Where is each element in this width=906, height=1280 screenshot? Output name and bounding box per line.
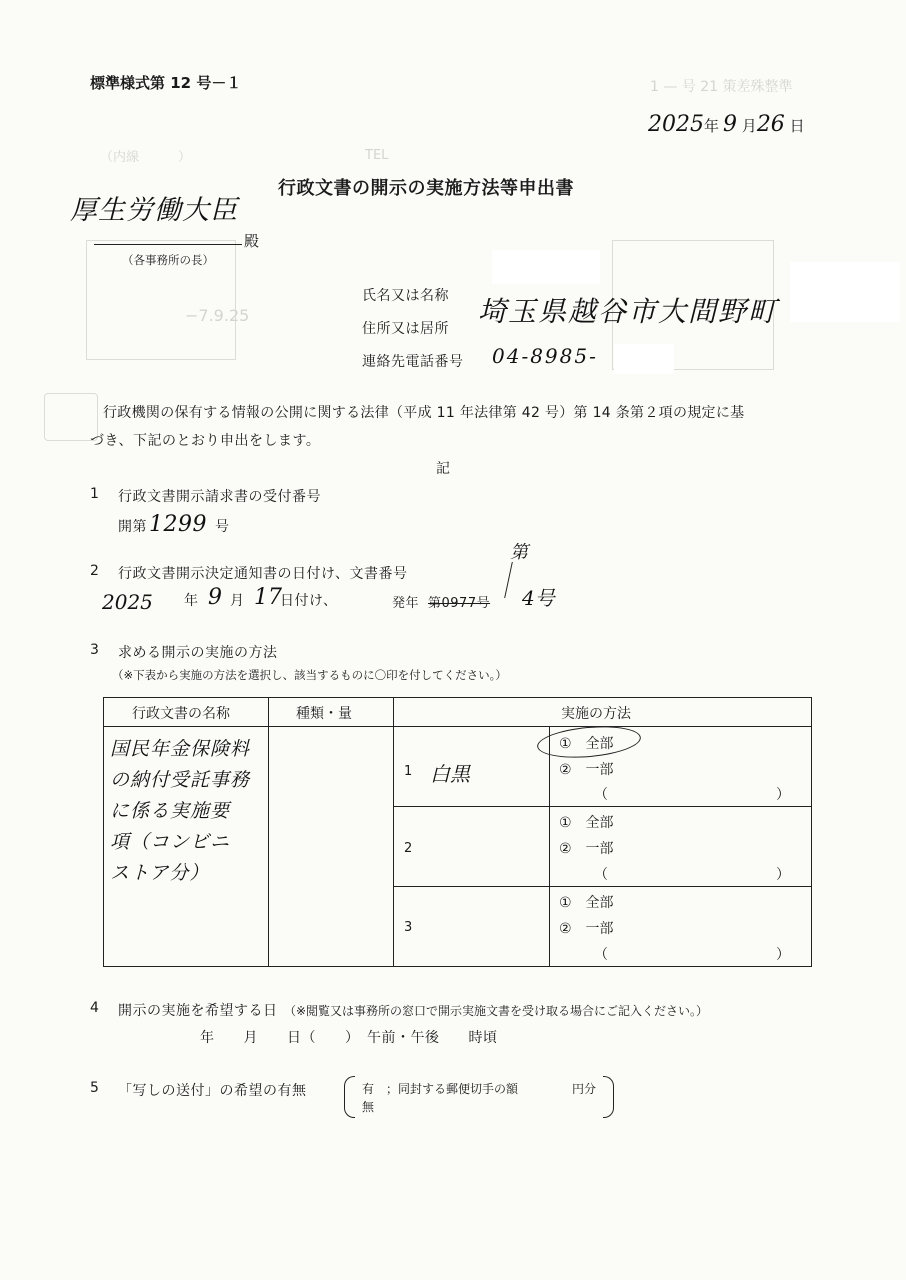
section5-label: 「写しの送付」の希望の有無 [118, 1083, 307, 1099]
date-year-suffix: 年 [704, 117, 720, 135]
ghost-form-number: 1 — 号 21 策差殊整準 [650, 79, 793, 95]
section4-num: 4 [90, 1000, 100, 1016]
section2-month-suffix: 月 [230, 593, 245, 609]
section5-num: 5 [90, 1080, 100, 1096]
phone-value: 04-8985- [492, 344, 598, 368]
section2-day-suffix: 日付け、 [280, 593, 338, 609]
section3-num: 3 [90, 642, 100, 658]
address-label: 住所又は居所 [362, 321, 449, 337]
table-row-divider-2 [393, 886, 811, 887]
form-number: 標準様式第 12 号－１ [90, 74, 242, 92]
row-num: 3 [404, 920, 413, 935]
date-month-suffix: 月 [741, 117, 757, 135]
option-partial: ② 一部 [559, 841, 614, 857]
section4-label: 開示の実施を希望する日 [118, 1003, 278, 1019]
section2-doc-prefix: 発年 [392, 596, 420, 611]
option-paren: （ ） [594, 867, 790, 883]
doc-name-line: 国民年金保険料 [110, 738, 251, 760]
section5-right-brace [603, 1076, 614, 1118]
section5-yes: 有 ；同封する郵便切手の額 [362, 1082, 519, 1096]
method-table [103, 697, 812, 967]
section5-left-brace [344, 1076, 355, 1118]
redaction-name [492, 250, 600, 284]
section2-num: 2 [90, 563, 100, 579]
ki-heading: 記 [436, 461, 451, 477]
section3-note: （※下表から実施の方法を選択し、該当するものに〇印を付してください。） [112, 668, 507, 682]
addressee-note: （各事務所の長） [122, 253, 214, 267]
section2-year-suffix: 年 [184, 593, 199, 609]
name-label: 氏名又は名称 [362, 288, 449, 304]
option-all: ① 全部 [559, 895, 614, 911]
date-line [648, 112, 805, 137]
section2-correction-value: 4号 [522, 586, 555, 610]
header-type-qty: 種類・量 [296, 706, 352, 722]
selected-circle-mark [536, 723, 642, 762]
intro-line2: づき、下記のとおり申出をします。 [90, 433, 321, 449]
date-month: 9 [723, 112, 738, 137]
section2-month: 9 [208, 585, 222, 610]
section2-label: 行政文書開示決定通知書の日付け、文書番号 [118, 566, 408, 582]
section5-no: 無 [362, 1100, 375, 1114]
option-all: ① 全部 [559, 815, 614, 831]
table-col-divider-2 [393, 698, 394, 966]
doc-name-line: に係る実施要 [110, 800, 231, 822]
section2-correction-top: 第 [510, 542, 528, 563]
header-doc-name: 行政文書の名称 [132, 706, 230, 722]
section5-yen: 円分 [572, 1082, 597, 1096]
option-paren: （ ） [594, 947, 790, 963]
ghost-tel: TEL [365, 148, 389, 163]
section2-year: 2025 [102, 590, 153, 614]
section2-struck-number: 第0977号 [428, 596, 491, 611]
section3-label: 求める開示の実施の方法 [118, 645, 278, 661]
table-col-divider-1 [268, 698, 269, 966]
ghost-naisen: （内線 ） [100, 150, 192, 165]
date-year: 2025 [648, 112, 704, 137]
table-row-divider-1 [393, 806, 811, 807]
table-col-divider-3 [549, 726, 550, 966]
section1-num: 1 [90, 486, 100, 502]
header-method: 実施の方法 [561, 706, 631, 722]
section1-value: 1299 [149, 512, 207, 537]
option-partial: ② 一部 [559, 762, 614, 778]
row-num: 1 [404, 764, 413, 779]
addressee-suffix: 殿 [244, 232, 260, 250]
intro-line1: 行政機関の保有する情報の公開に関する法律（平成 11 年法律第 42 号）第 14 条第２項の規定に基 [103, 405, 745, 421]
doc-name-handwritten [110, 734, 250, 889]
section1-label: 行政文書開示請求書の受付番号 [118, 489, 321, 505]
phone-label: 連絡先電話番号 [362, 354, 464, 370]
address-value: 埼玉県越谷市大間野町 [478, 295, 779, 328]
row-num: 2 [404, 841, 413, 856]
section2-day: 17 [254, 585, 282, 610]
ghost-stamp-date: −7.9.25 [185, 306, 250, 325]
section4-line: 年 月 日（ ） 午前・午後 時頃 [200, 1030, 498, 1046]
row-type-handwritten: 白黒 [430, 762, 470, 786]
section4-note: （※閲覧又は事務所の窓口で開示実施文書を受け取る場合にご記入ください。） [284, 1004, 709, 1018]
option-paren: （ ） [594, 787, 790, 803]
doc-name-line: の納付受託事務 [110, 769, 251, 791]
option-all: ① 全部 [559, 736, 614, 752]
doc-name-line: ストア分） [110, 862, 210, 884]
addressee-underline [94, 244, 242, 245]
redaction-right [790, 262, 900, 322]
section1-suffix: 号 [215, 519, 230, 535]
date-day: 26 [756, 112, 785, 137]
section1-line [118, 512, 230, 537]
date-day-suffix: 日 [789, 117, 805, 135]
doc-name-line: 項（コンビニ [110, 831, 231, 853]
addressee-handwritten: 厚生労働大臣 [70, 195, 238, 226]
table-header-divider [104, 726, 811, 727]
redaction-phone [614, 344, 674, 374]
option-partial: ② 一部 [559, 921, 614, 937]
page-title: 行政文書の開示の実施方法等申出書 [278, 178, 574, 199]
section1-prefix: 開第 [118, 519, 147, 535]
